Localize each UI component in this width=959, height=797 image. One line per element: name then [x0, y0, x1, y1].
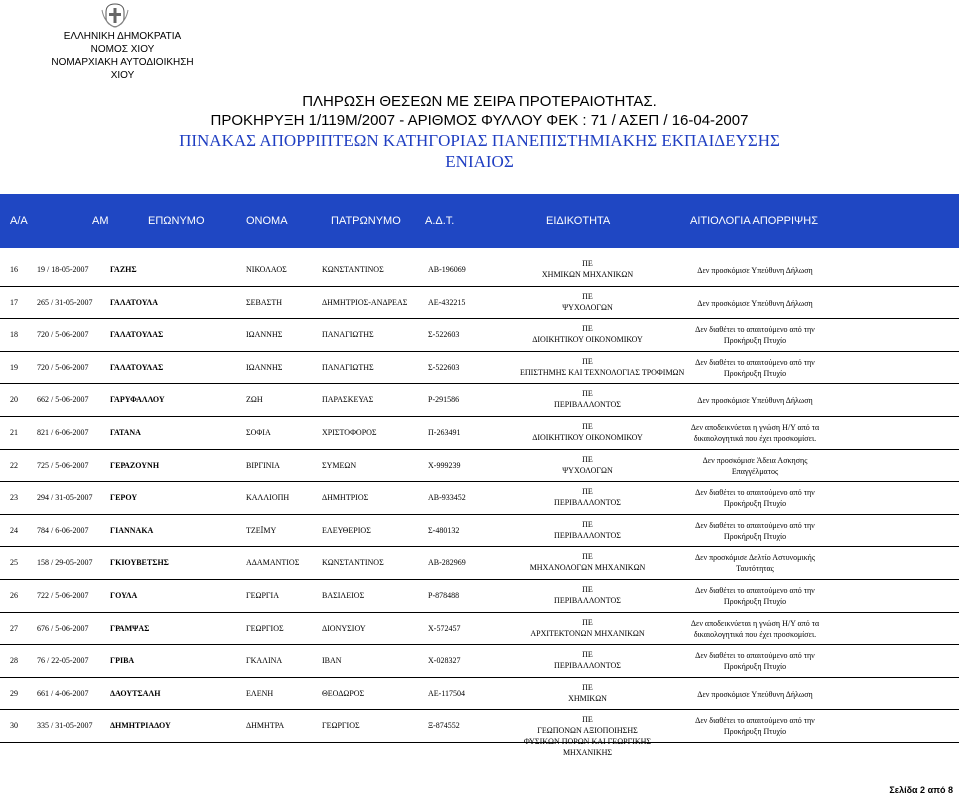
reason-line-1: Δεν αποδεικνύεται η γνώση Η/Υ από τα — [690, 618, 820, 628]
col-aa: Α/Α — [10, 215, 28, 227]
cell-adt: ΑΒ-196069 — [428, 265, 466, 274]
reason-line-1: Δεν προσκόμισε Υπεύθυνη Δήλωση — [697, 689, 813, 699]
cell-eid: ΠΕΡΙΒΑΛΛΟΝΤΟΣ — [554, 498, 621, 508]
title-line-1: ΠΛΗΡΩΣΗ ΘΕΣΕΩΝ ΜΕ ΣΕΙΡΑ ΠΡΟΤΕΡΑΙΟΤΗΤΑΣ. — [302, 93, 657, 110]
cell-aitiologia — [670, 422, 840, 444]
cell-eidikotita — [520, 519, 655, 541]
reason-line-1: Δεν προσκόμισε Υπεύθυνη Δήλωση — [697, 298, 813, 308]
cell-eidikotita — [520, 323, 655, 345]
cell-onoma: ΤΖΕΪΜΥ — [246, 525, 277, 535]
table-row — [0, 384, 959, 417]
cell-patronymo: ΔΙΟΝΥΣΙΟΥ — [322, 623, 366, 633]
col-am: ΑΜ — [92, 215, 109, 227]
cell-eponymo: ΓΡΑΜΨΑΣ — [110, 623, 150, 633]
cell-adt: Σ-522603 — [428, 362, 460, 372]
title-line-2: ΠΡΟΚΗΡΥΞΗ 1/119Μ/2007 - ΑΡΙΘΜΟΣ ΦΥΛΛΟΥ ΦΕΚ : 71 / ΑΣΕΠ / 16-04-2007 — [210, 112, 749, 129]
reason-line-1: Δεν διαθέτει το απαιτούμενο από την — [695, 651, 815, 661]
cell-pe: ΠΕ — [582, 356, 593, 366]
page-number: Σελίδα 2 από 8 — [889, 785, 953, 795]
cell-aitiologia — [670, 650, 840, 672]
cell-eidikotita — [520, 454, 655, 476]
cell-aa: 29 — [10, 688, 18, 698]
cell-eidikotita — [520, 649, 655, 671]
cell-eidikotita — [520, 291, 655, 313]
cell-aa: 21 — [10, 427, 18, 437]
cell-aitiologia — [670, 357, 840, 379]
reason-line-1: Δεν διαθέτει το απαιτούμενο από την — [695, 520, 815, 530]
issuer-header — [40, 30, 205, 82]
table-row — [0, 515, 959, 548]
reason-line-1: Δεν προσκόμισε Άδεια Ασκησης — [702, 455, 808, 465]
cell-patronymo: ΣΥΜΕΩΝ — [322, 460, 357, 470]
cell-patronymo: ΠΑΝΑΓΙΩΤΗΣ — [322, 362, 374, 372]
reason-line-2: δικαιολογητικά που έχει προσκομίσει. — [693, 433, 817, 443]
cell-pe: ΠΕ — [582, 617, 593, 627]
cell-aa: 28 — [10, 656, 18, 666]
title-line-3: ΠΙΝΑΚΑΣ ΑΠΟΡΡΙΠΤΕΩΝ ΚΑΤΗΓΟΡΙΑΣ ΠΑΝΕΠΙΣΤΗΜΙΑΚΗΣ ΕΚΠΑΙΔΕΥΣΗΣ — [179, 131, 780, 150]
cell-aitiologia — [670, 689, 840, 700]
cell-aa: 24 — [10, 525, 18, 535]
table-header — [0, 194, 959, 248]
cell-adt: Σ-522603 — [428, 330, 460, 340]
cell-patronymo: ΔΗΜΗΤΡΙΟΣ — [322, 493, 369, 503]
table-row — [0, 417, 959, 450]
cell-eidikotita — [520, 714, 655, 758]
reason-line-2: Προκήρυξη Πτυχίο — [723, 531, 787, 541]
cell-eponymo: ΓΑΖΗΣ — [110, 265, 137, 274]
cell-aitiologia — [670, 298, 840, 309]
reason-line-2: Προκήρυξη Πτυχίο — [723, 336, 787, 346]
cell-am: 294 / 31-05-2007 — [37, 493, 93, 503]
cell-eidikotita — [520, 421, 655, 443]
reason-line-2: Ταυτότητας — [736, 564, 774, 574]
cell-eponymo: ΓΑΤΑΝΑ — [110, 427, 141, 437]
cell-onoma: ΚΑΛΛΙΟΠΗ — [246, 493, 290, 503]
cell-aitiologia — [670, 618, 840, 640]
reason-line-2: Προκήρυξη Πτυχίο — [723, 368, 787, 378]
cell-aitiologia — [670, 585, 840, 607]
reason-line-2: Επαγγέλματος — [731, 466, 779, 476]
cell-onoma: ΝΙΚΟΛΑΟΣ — [246, 265, 287, 274]
cell-onoma: ΓΕΩΡΓΙΟΣ — [246, 623, 284, 633]
cell-adt: ΑΕ-432215 — [428, 297, 466, 307]
cell-eidikotita — [520, 584, 655, 606]
cell-eid: ΔΙΟΙΚΗΤΙΚΟΥ ΟΙΚΟΝΟΜΙΚΟΥ — [532, 335, 643, 345]
cell-adt: Π-263491 — [428, 427, 461, 437]
cell-pe: ΠΕ — [582, 519, 593, 529]
cell-onoma: ΙΩΑΝΝΗΣ — [246, 362, 283, 372]
table-row — [0, 482, 959, 515]
reason-line-1: Δεν διαθέτει το απαιτούμενο από την — [695, 716, 815, 726]
cell-eid: ΨΥΧΟΛΟΓΩΝ — [562, 302, 613, 312]
cell-eidikotita — [520, 682, 655, 704]
table-row — [0, 710, 959, 758]
cell-aitiologia — [670, 552, 840, 574]
title-line-4: ΕΝΙΑΙΟΣ — [445, 152, 514, 171]
cell-adt: ΑΕ-117504 — [428, 688, 466, 698]
cell-adt: ΑΒ-933452 — [428, 493, 466, 503]
cell-aitiologia — [670, 715, 840, 737]
cell-am: 720 / 5-06-2007 — [37, 330, 89, 340]
cell-eponymo: ΓΙΑΝΝΑΚΑ — [110, 525, 154, 535]
cell-eponymo: ΓΕΡΑΖΟΥΝΗ — [110, 460, 160, 470]
cell-am: 76 / 22-05-2007 — [37, 656, 89, 666]
cell-am: 662 / 5-06-2007 — [37, 395, 89, 405]
cell-aitiologia — [670, 395, 840, 406]
cell-aitiologia — [670, 265, 840, 276]
cell-eid: ΜΗΧΑΝΟΛΟΓΩΝ ΜΗΧΑΝΙΚΩΝ — [529, 563, 646, 573]
cell-adt: Ξ-874552 — [428, 721, 460, 731]
cell-onoma: ΣΟΦΙΑ — [246, 427, 271, 437]
cell-am: 720 / 5-06-2007 — [37, 362, 89, 372]
table-row — [0, 613, 959, 646]
cell-onoma: ΓΕΩΡΓΙΑ — [246, 590, 279, 600]
cell-aa: 27 — [10, 623, 18, 633]
reason-line-2: Προκήρυξη Πτυχίο — [723, 596, 787, 606]
header-line-3: ΝΟΜΑΡΧΙΑΚΗ ΑΥΤΟΔΙΟΙΚΗΣΗ ΧΙΟΥ — [51, 57, 194, 81]
cell-patronymo: ΧΡΙΣΤΟΦΟΡΟΣ — [322, 427, 377, 437]
cell-adt: Χ-572457 — [428, 623, 461, 633]
cell-am: 158 / 29-05-2007 — [37, 558, 93, 568]
cell-aa: 17 — [10, 297, 18, 307]
table-row — [0, 287, 959, 320]
cell-pe: ΠΕ — [582, 324, 593, 334]
cell-patronymo: ΠΑΡΑΣΚΕΥΑΣ — [322, 395, 374, 405]
cell-am: 676 / 5-06-2007 — [37, 623, 89, 633]
header-line-1: ΕΛΛΗΝΙΚΗ ΔΗΜΟΚΡΑΤΙΑ — [63, 31, 182, 42]
cell-pe: ΠΕ — [582, 650, 593, 660]
cell-aa: 23 — [10, 493, 18, 503]
cell-eid: ΠΕΡΙΒΑΛΛΟΝΤΟΣ — [554, 661, 621, 671]
cell-eponymo: ΔΗΜΗΤΡΙΑΔΟΥ — [110, 721, 171, 731]
col-adt: Α.Δ.Τ. — [425, 215, 455, 227]
reason-line-2: Προκήρυξη Πτυχίο — [723, 662, 787, 672]
table-row — [0, 450, 959, 483]
cell-eponymo: ΔΑΟΥΤΣΑΛΗ — [110, 688, 161, 698]
reason-line-2: Προκήρυξη Πτυχίο — [723, 499, 787, 509]
cell-aa: 18 — [10, 330, 18, 340]
cell-onoma: ΙΩΑΝΝΗΣ — [246, 330, 283, 340]
cell-am: 722 / 5-06-2007 — [37, 590, 89, 600]
cell-aitiologia — [670, 324, 840, 346]
cell-patronymo: ΙΒΑΝ — [322, 656, 342, 666]
document-titles — [0, 92, 959, 172]
cell-eidikotita — [520, 486, 655, 508]
cell-adt: Χ-999239 — [428, 460, 461, 470]
reason-line-1: Δεν προσκόμισε Υπεύθυνη Δήλωση — [697, 396, 813, 406]
cell-pe: ΠΕ — [582, 454, 593, 464]
table-row — [0, 645, 959, 678]
cell-eid: ΧΗΜΙΚΩΝ ΜΗΧΑΝΙΚΩΝ — [541, 270, 634, 279]
cell-eid: ΧΗΜΙΚΩΝ — [568, 693, 607, 703]
cell-pe: ΠΕ — [582, 682, 593, 692]
cell-adt: Ρ-291586 — [428, 395, 460, 405]
cell-adt: Σ-480132 — [428, 525, 460, 535]
cell-pe: ΠΕ — [582, 389, 593, 399]
cell-am: 821 / 6-06-2007 — [37, 427, 89, 437]
cell-pe: ΠΕ — [582, 259, 593, 268]
cell-patronymo: ΒΑΣΙΛΕΙΟΣ — [322, 590, 365, 600]
cell-eponymo: ΓΟΥΛΑ — [110, 590, 138, 600]
cell-eponymo: ΓΡΙΒΑ — [110, 656, 135, 666]
cell-patronymo: ΚΩΝΣΤΑΝΤΙΝΟΣ — [322, 558, 384, 568]
reason-line-1: Δεν διαθέτει το απαιτούμενο από την — [695, 585, 815, 595]
cell-aa: 19 — [10, 362, 18, 372]
cell-am: 661 / 4-06-2007 — [37, 688, 89, 698]
cell-aa: 20 — [10, 395, 18, 405]
table-row — [0, 254, 959, 287]
table-row — [0, 678, 959, 711]
coat-of-arms-icon — [100, 2, 130, 28]
reason-line-2: Προκήρυξη Πτυχίο — [723, 727, 787, 737]
cell-patronymo: ΔΗΜΗΤΡΙΟΣ-ΑΝΔΡΕΑΣ — [322, 297, 408, 307]
cell-am: 19 / 18-05-2007 — [37, 265, 89, 274]
cell-am: 265 / 31-05-2007 — [37, 297, 93, 307]
cell-aa: 30 — [10, 721, 18, 731]
cell-eponymo: ΓΚΙΟΥΒΕΤΣΗΣ — [110, 558, 169, 568]
cell-eponymo: ΓΑΛΑΤΟΥΛΑΣ — [110, 330, 164, 340]
cell-patronymo: ΕΛΕΥΘΕΡΙΟΣ — [322, 525, 371, 535]
table-body — [0, 254, 959, 758]
cell-eid: ΠΕΡΙΒΑΛΛΟΝΤΟΣ — [554, 400, 621, 410]
cell-patronymo: ΠΑΝΑΓΙΩΤΗΣ — [322, 330, 374, 340]
cell-eid: ΠΕΡΙΒΑΛΛΟΝΤΟΣ — [554, 530, 621, 540]
table-row — [0, 319, 959, 352]
cell-eidikotita — [520, 258, 655, 280]
cell-eid: ΕΠΙΣΤΗΜΗΣ ΚΑΙ ΤΕΧΝΟΛΟΓΙΑΣ ΤΡΟΦΙΜΩΝ — [520, 367, 685, 377]
cell-pe: ΠΕ — [582, 487, 593, 497]
cell-eidikotita — [520, 617, 655, 639]
cell-eponymo: ΓΕΡΟΥ — [110, 493, 138, 503]
col-eponymo: ΕΠΩΝΥΜΟ — [148, 215, 205, 227]
cell-pe: ΠΕ — [582, 421, 593, 431]
cell-patronymo: ΚΩΝΣΤΑΝΤΙΝΟΣ — [322, 265, 384, 274]
cell-eponymo: ΓΑΡΥΦΑΛΛΟΥ — [110, 395, 165, 405]
cell-am: 725 / 5-06-2007 — [37, 460, 89, 470]
cell-pe: ΠΕ — [582, 291, 593, 301]
cell-eponymo: ΓΑΛΑΤΟΥΛΑ — [110, 297, 158, 307]
cell-aa: 25 — [10, 558, 18, 568]
col-patronymo: ΠΑΤΡΩΝΥΜΟ — [331, 215, 401, 227]
cell-am: 335 / 31-05-2007 — [37, 721, 93, 731]
cell-eid: ΨΥΧΟΛΟΓΩΝ — [562, 465, 613, 475]
cell-adt: Ρ-878488 — [428, 590, 460, 600]
cell-aitiologia — [670, 455, 840, 477]
cell-onoma: ΔΗΜΗΤΡΑ — [246, 721, 285, 731]
cell-eid: ΔΙΟΙΚΗΤΙΚΟΥ ΟΙΚΟΝΟΜΙΚΟΥ — [532, 432, 643, 442]
cell-eid: ΓΕΩΠΟΝΩΝ ΑΞΙΟΠΟΙΗΣΗΣ ΦΥΣΙΚΩΝ ΠΟΡΩΝ ΚΑΙ ΓΕΩΡΓΙΚΗΣ ΜΗΧΑΝΙΚΗΣ — [523, 726, 652, 758]
cell-pe: ΠΕ — [582, 584, 593, 594]
cell-am: 784 / 6-06-2007 — [37, 525, 89, 535]
cell-pe: ΠΕ — [582, 715, 593, 725]
col-onoma: ΟΝΟΜΑ — [246, 215, 288, 227]
table-row — [0, 580, 959, 613]
cell-aitiologia — [670, 487, 840, 509]
cell-eid: ΑΡΧΙΤΕΚΤΟΝΩΝ ΜΗΧΑΝΙΚΩΝ — [530, 628, 645, 638]
table-row — [0, 547, 959, 580]
cell-onoma: ΣΕΒΑΣΤΗ — [246, 297, 282, 307]
cell-onoma: ΓΚΑΛΙΝΑ — [246, 656, 283, 666]
reason-line-2: δικαιολογητικά που έχει προσκομίσει. — [693, 629, 817, 639]
cell-patronymo: ΘΕΟΔΩΡΟΣ — [322, 688, 365, 698]
col-eidikotita: ΕΙΔΙΚΟΤΗΤΑ — [546, 215, 611, 227]
cell-adt: ΑΒ-282969 — [428, 558, 466, 568]
col-aitiologia: ΑΙΤΙΟΛΟΓΙΑ ΑΠΟΡΡΙΨΗΣ — [690, 215, 818, 227]
reason-line-1: Δεν διαθέτει το απαιτούμενο από την — [695, 357, 815, 367]
cell-onoma: ΒΙΡΓΙΝΙΑ — [246, 460, 280, 470]
cell-onoma: ΑΔΑΜΑΝΤΙΟΣ — [246, 558, 300, 568]
cell-eid: ΠΕΡΙΒΑΛΛΟΝΤΟΣ — [554, 595, 621, 605]
cell-eponymo: ΓΑΛΑΤΟΥΛΑΣ — [110, 362, 164, 372]
cell-patronymo: ΓΕΩΡΓΙΟΣ — [322, 721, 360, 731]
cell-aa: 26 — [10, 590, 18, 600]
cell-aa: 16 — [10, 265, 18, 274]
reason-line-1: Δεν προσκόμισε Υπεύθυνη Δήλωση — [697, 266, 813, 275]
reason-line-1: Δεν διαθέτει το απαιτούμενο από την — [695, 325, 815, 335]
cell-eidikotita — [520, 551, 655, 573]
reason-line-1: Δεν αποδεικνύεται η γνώση Η/Υ από τα — [690, 422, 820, 432]
cell-adt: Χ-028327 — [428, 656, 461, 666]
reason-line-1: Δεν διαθέτει το απαιτούμενο από την — [695, 488, 815, 498]
cell-aitiologia — [670, 520, 840, 542]
table-row — [0, 352, 959, 385]
cell-eidikotita — [520, 388, 655, 410]
cell-pe: ΠΕ — [582, 552, 593, 562]
cell-aa: 22 — [10, 460, 18, 470]
cell-onoma: ΕΛΕΝΗ — [246, 688, 274, 698]
header-line-2: ΝΟΜΟΣ ΧΙΟΥ — [90, 44, 155, 55]
cell-onoma: ΖΩΗ — [246, 395, 263, 405]
cell-eidikotita — [520, 356, 685, 378]
reason-line-1: Δεν προσκόμισε Δελτίο Αστυνομικής — [694, 553, 815, 563]
